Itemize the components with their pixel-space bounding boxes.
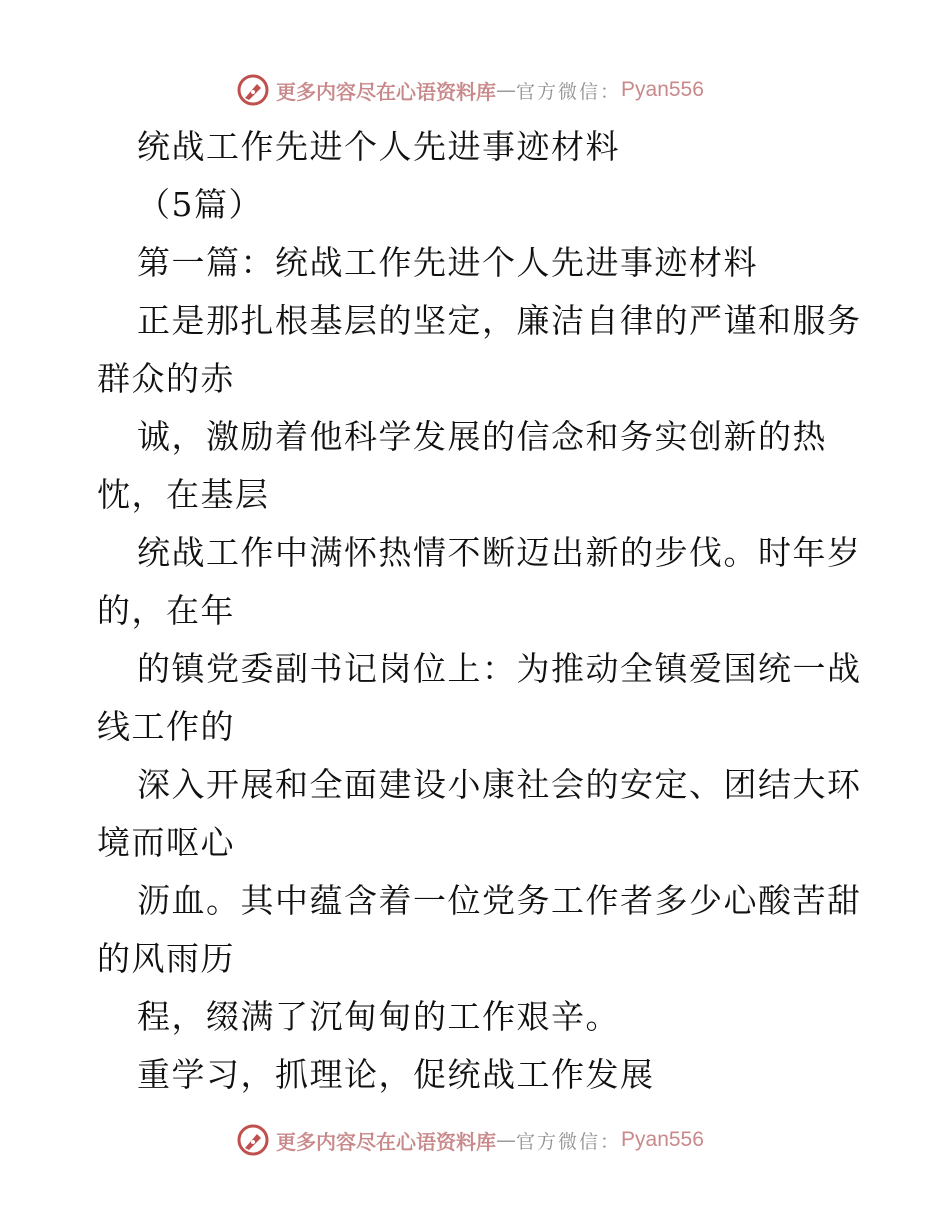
pen-nib-logo-icon — [236, 73, 270, 107]
paragraph-line: 正是那扎根基层的坚定，廉洁自律的严谨和服务 — [137, 301, 862, 340]
watermark-wechat-id: Pyan556 — [621, 1128, 704, 1151]
watermark-separator: — — [496, 1128, 516, 1152]
paragraph-line: 沥血。其中蕴含着一位党务工作者多少心酸苦甜 — [137, 881, 862, 920]
section-heading: 第一篇：统战工作先进个人先进事迹材料 — [137, 243, 758, 282]
document-subtitle: （5篇） — [137, 185, 263, 224]
paragraph-line: 程，缀满了沉甸甸的工作艰辛。 — [137, 997, 620, 1036]
paragraph-line: 线工作的 — [97, 707, 235, 746]
watermark-banner-bottom — [236, 1122, 704, 1158]
document-title: 统战工作先进个人先进事迹材料 — [137, 127, 620, 166]
watermark-wechat-id: Pyan556 — [621, 78, 704, 101]
paragraph-line: 诚，激励着他科学发展的信念和务实创新的热 — [137, 417, 827, 456]
watermark-separator: — — [496, 78, 516, 102]
watermark-text: 更多内容尽在心语资料库 — [276, 1129, 496, 1154]
watermark-label: 官方微信： — [516, 1130, 622, 1153]
section-subheading: 重学习，抓理论，促统战工作发展 — [137, 1055, 655, 1094]
paragraph-line: 深入开展和全面建设小康社会的安定、团结大环 — [137, 765, 862, 804]
pen-nib-logo-icon — [236, 1123, 270, 1157]
paragraph-line: 忱，在基层 — [97, 475, 270, 514]
paragraph-line: 境而呕心 — [97, 823, 235, 862]
paragraph-line: 统战工作中满怀热情不断迈出新的步伐。时年岁 — [137, 533, 862, 572]
watermark-label: 官方微信： — [516, 80, 622, 103]
document-body — [97, 118, 862, 1104]
paragraph-line: 的镇党委副书记岗位上：为推动全镇爱国统一战 — [137, 649, 862, 688]
watermark-text: 更多内容尽在心语资料库 — [276, 79, 496, 104]
paragraph-line: 群众的赤 — [97, 359, 235, 398]
paragraph-line: 的风雨历 — [97, 939, 235, 978]
paragraph-line: 的，在年 — [97, 591, 235, 630]
watermark-banner-top — [236, 72, 704, 108]
